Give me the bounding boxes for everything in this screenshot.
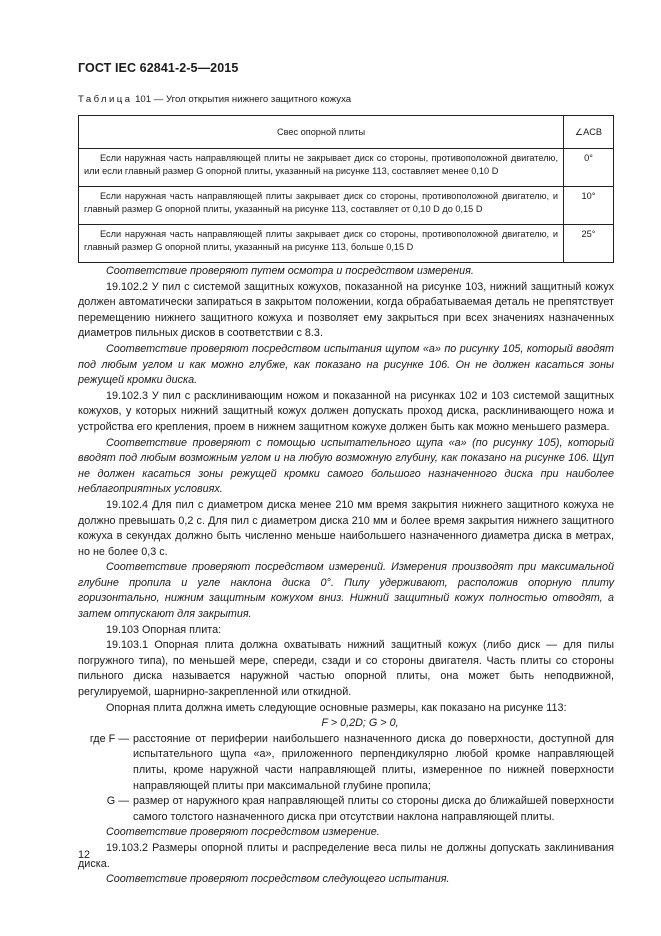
table-cell-angle: 10° [564,187,614,225]
compliance-paragraph: Соответствие проверяют путем осмотра и посредством измерения. [106,265,474,277]
clause-19-103-2: 19.103.2 Размеры опорной плиты и распределение веса пилы не должны допускать заклинивания диска. [78,841,614,870]
table-row [79,149,614,187]
body-text [78,264,614,888]
document-header: ГОСТ IEC 62841-2-5—2015 [78,61,239,75]
definition-f [78,732,614,794]
table-cell-condition: Если наружная часть направляющей плиты закрывает диск со стороны, противоположной двигателю, и главный размер G опорной плиты, указанный на рисунке 113, больше 0,15 D [79,225,564,263]
clause-19-103-1: 19.103.1 Опорная плита должна охватывать нижний защитный кожух (либо диск — для пилы погружного типа), по меньшей мере, спереди, сзади и со стороны двигателя. Часть плиты со стороны пильного диска называется наружной частью опорной плиты, она может быть неподвижной, регулируемой, шарнирно-закрепленной или откидной. [78,639,614,699]
clause-19-102-2: 19.102.2 У пил с системой защитных кожухов, показанной на рисунке 103, нижний защитный кожух должен автоматически запираться в закрытом положении, когда обрабатываемая деталь не препятствует перемещению нижнего защитного кожуха и позволяет ему закрыться при всех значениях назначенных диаметров пильных дисков в соответствии с 8.3. [78,280,614,340]
table-caption-text: 101 — Угол открытия нижнего защитного кожуха [132,94,352,105]
table-header-overhang: Свес опорной плиты [79,116,564,149]
table-cell-condition: Если наружная часть направляющей плиты закрывает диск со стороны, противоположной двигателю, и главный размер G опорной плиты, указанный на рисунке 113, составляет от 0,10 D до 0,15 D [79,187,564,225]
compliance-paragraph: Соответствие проверяют посредством испытания щупом «а» по рисунку 105, который вводят под любым углом и как можно глубже, как показано на рисунке 106. Он не должен касаться зоны режущей кромки диска. [78,342,614,387]
table-row [79,225,614,263]
table-row [79,187,614,225]
clause-19-102-3: 19.102.3 У пил с расклинивающим ножом и показанной на рисунках 102 и 103 системой защитных кожухов, у которых нижний защитный кожух должен допускать проход диска, расклинивающего ножа и устройства его крепления, проем в нижнем защитном кожухе должен быть как можно меньшего размера. [78,389,614,433]
definition-f-label: где F — [89,732,129,745]
compliance-paragraph: Соответствие проверяют с помощью испытательного щупа «а» (по рисунку 105), который вводят под любым возможным углом и на любую возможную глубину, как показано на рисунке 106. Щуп не должен касаться зоны режущей кромки самого большого назначенного диска при наиболее неблагоприятных условиях. [78,436,614,496]
compliance-paragraph: Соответствие проверяют посредством измерений. Измерения производят при максимальной глубине пропила и угле наклона диска 0°. Пилу удерживают, расположив опорную плиту горизонтально, нижним защитным кожухом вниз. Нижний защитный кожух полностью отводят, а затем отпускают для закрытия. [78,561,614,621]
dimensions-intro: Опорная плита должна иметь следующие основные размеры, как показано на рисунке 113: [106,701,567,714]
table-caption [78,94,351,105]
clause-19-102-4: 19.102.4 Для пил с диаметром диска менее 210 мм время закрытия нижнего защитного кожуха не должно превышать 0,2 с. Для пил с диаметром диска 210 мм и более время закрытия нижнего защитного кожуха в секундах должно быть численно меньше наибольшего назначенного диаметра диска в метрах, но не более 0,3 с. [78,498,614,558]
definition-f-text: расстояние от периферии наибольшего назначенного диска до поверхности, доступной для испытательного щупа «а», приложенного перпендикулярно любой кромке направляющей плиты, кроме наружной части направляющей плиты, измеренное по нижней поверхности направляющей плиты при максимальной глубине пропила; [133,732,614,792]
table-101 [78,115,614,263]
compliance-paragraph: Соответствие проверяют посредством измерение. [106,826,380,839]
clause-19-103: 19.103 Опорная плита: [106,623,222,636]
definition-g-text: размер от наружного края направляющей плиты со стороны диска до ближайшей поверхности самого толстого назначенного диска при отсутствии наклона направляющей плиты. [133,795,614,823]
definition-g [78,794,614,825]
table-header-angle: ∠ACB [564,116,614,149]
table-header-row [79,116,614,149]
page-number: 12 [78,849,91,861]
table-caption-word: Таблица [78,94,133,105]
formula: F > 0,2D; G > 0, [321,717,399,730]
compliance-paragraph: Соответствие проверяют посредством следующего испытания. [106,873,450,886]
definition-g-label: G — [106,795,129,808]
table-cell-angle: 0° [564,149,614,187]
table-cell-angle: 25° [564,225,614,263]
table-cell-condition: Если наружная часть направляющей плиты не закрывает диск со стороны, противоположной двигателю, или если главный размер G опорной плиты, указанный на рисунке 113, составляет менее 0,10 D [79,149,564,187]
